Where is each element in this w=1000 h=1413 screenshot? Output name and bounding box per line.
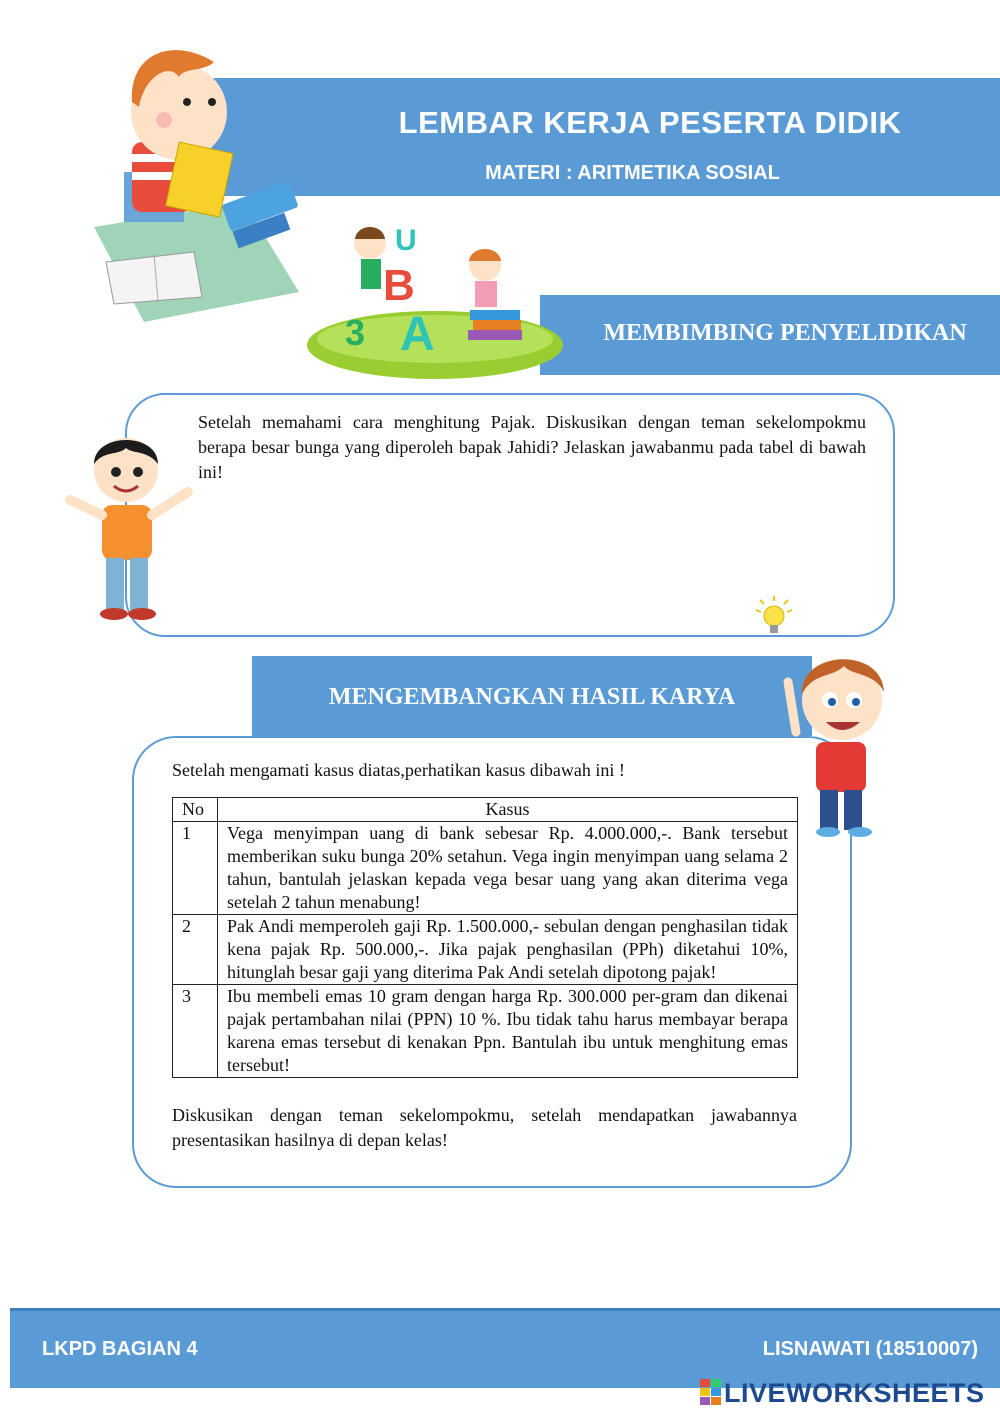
case-intro: Setelah mengamati kasus diatas,perhatikan kasus dibawah ini !	[172, 760, 625, 780]
boy-pointing-illustration	[782, 642, 892, 842]
svg-text:A: A	[400, 308, 435, 361]
closing-instruction: Diskusikan dengan teman sekelompokmu, setelah mendapatkan jawabannya presentasikan hasilnya di depan kelas!	[172, 1105, 797, 1150]
kids-letters-illustration	[305, 205, 565, 380]
section2-title: MENGEMBANGKAN HASIL KARYA	[328, 684, 736, 710]
row-number: 3	[173, 985, 218, 1078]
row-case-text: Pak Andi memperoleh gaji Rp. 1.500.000,- sebulan dengan penghasilan tidak kena pajak Rp. 500.000,-. Jika pajak penghasilan (PPh) diketahui 10%, hitunglah besar gaji yang diterima Pak Andi setelah dipotong pajak!	[218, 915, 798, 985]
boy-reading-illustration	[84, 22, 314, 322]
row-number: 1	[173, 822, 218, 915]
lightbulb-icon	[752, 594, 796, 642]
footer-section-label: LKPD BAGIAN 4	[42, 1338, 198, 1360]
table-row	[173, 822, 798, 915]
instruction-text: Setelah memahami cara menghitung Pajak. Diskusikan dengan teman sekelompokmu berapa besar bunga yang diperoleh bapak Jahidi? Jelaskan jawabanmu pada tabel di bawah ini!	[198, 412, 866, 482]
svg-text:U: U	[395, 224, 417, 257]
section1-title: MEMBIMBING PENYELIDIKAN	[603, 320, 967, 346]
table-header-row	[173, 798, 798, 822]
liveworksheets-logo[interactable]	[700, 1378, 995, 1410]
liveworksheets-mark-icon	[700, 1379, 722, 1405]
table-row	[173, 915, 798, 985]
page-subtitle: MATERI : ARITMETIKA SOSIAL	[485, 162, 780, 184]
boy-waving-illustration	[62, 430, 197, 625]
case-table	[172, 797, 798, 1078]
liveworksheets-wordmark: LIVEWORKSHEETS	[724, 1378, 985, 1408]
svg-text:3: 3	[345, 312, 366, 353]
column-header-no: No	[173, 798, 218, 822]
row-case-text: Ibu membeli emas 10 gram dengan harga Rp. 300.000 per-gram dan dikenai pajak pertambahan nilai (PPN) 10 %. Ibu tidak tahu harus membayar berapa karena emas tersebut di kenakan Ppn. Bantulah ibu untuk menghitung emas tersebut!	[218, 985, 798, 1078]
column-header-kasus: Kasus	[218, 798, 798, 822]
row-number: 2	[173, 915, 218, 985]
footer-author: LISNAWATI (18510007)	[762, 1338, 978, 1360]
table-row	[173, 985, 798, 1078]
svg-text:B: B	[383, 261, 415, 310]
page-title: LEMBAR KERJA PESERTA DIDIK	[398, 105, 902, 140]
row-case-text: Vega menyimpan uang di bank sebesar Rp. 4.000.000,-. Bank tersebut memberikan suku bunga 20% setahun. Vega ingin menyimpan uang selama 2 tahun, bantulah jelaskan kepada vega besar uang yang akan diterima vega setelah 2 tahun menabung!	[218, 822, 798, 915]
